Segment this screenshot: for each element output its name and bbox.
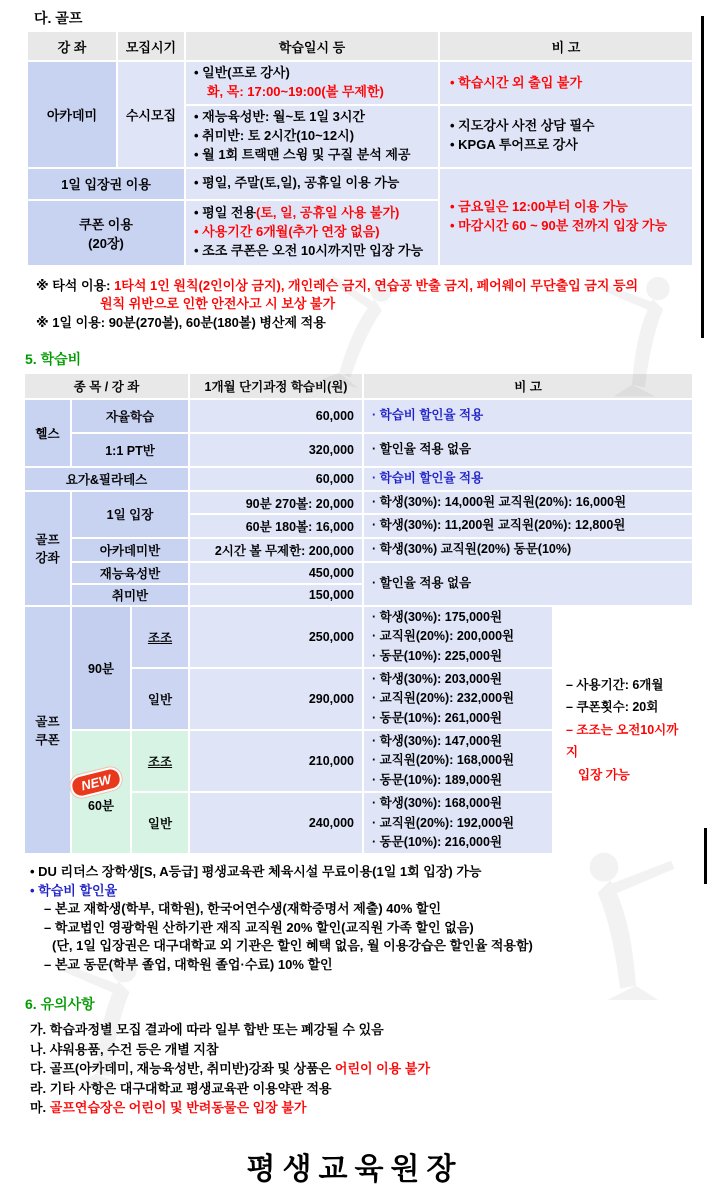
caution-item-3-black: 다. 골프(아카데미, 재능육성반, 취미반)강좌 및 상품은 <box>30 1061 335 1077</box>
cell-academy-schedule-2 <box>186 106 438 167</box>
cell-hobby: 취미반 <box>72 585 188 605</box>
cell-academy-schedule-1 <box>186 62 438 104</box>
caution-list <box>30 1020 709 1118</box>
schedule-line: • 조조 쿠폰은 오전 10시까지만 입장 가능 <box>194 242 424 258</box>
cell-pt-price: 320,000 <box>190 434 362 466</box>
header-schedule: 학습일시 등 <box>186 32 438 60</box>
cell-day-note-60: · 학생(30%): 11,200원 교직원(20%): 12,800원 <box>364 515 692 536</box>
header-remark: 비 고 <box>364 374 692 398</box>
cell-daypass-schedule: • 평일, 주말(토,일), 공휴일 이용 가능 <box>186 169 438 199</box>
discount-line: · 동문(10%): 261,000원 <box>372 710 503 725</box>
cell-talent-price: 450,000 <box>190 563 362 583</box>
caution-item-3-red: 어린이 이용 불가 <box>334 1061 431 1077</box>
header-remark: 비 고 <box>440 32 692 60</box>
cell-yoga-price: 60,000 <box>190 468 362 490</box>
cell-daypass: 1일 입장권 이용 <box>28 169 184 199</box>
remark-line-red: • 금요일은 12:00부터 이용 가능 <box>450 198 628 214</box>
discount-line: · 교직원(20%): 200,000원 <box>372 629 515 644</box>
schedule-line: • 월 1회 트랙맨 스윙 및 구질 분석 제공 <box>194 146 411 162</box>
header-recruit: 모집시기 <box>118 32 184 60</box>
cell-coupon <box>28 201 184 265</box>
cell-academy-remark-1: • 학습시간 외 출입 불가 <box>440 62 692 104</box>
cell-90-normal-discounts <box>364 669 552 729</box>
side-note-red: – 조조는 오전10시까지 <box>566 722 679 760</box>
header-fee: 1개월 단기과정 학습비(원) <box>190 374 362 398</box>
discount-line: · 학생(30%): 147,000원 <box>372 734 503 749</box>
schedule-line-black: • 평일 전용 <box>194 205 257 221</box>
cell-yoga-note: · 학습비 할인율 적용 <box>364 468 692 490</box>
tuition-table <box>23 372 694 855</box>
cell-health-group: 헬스 <box>25 400 70 466</box>
footnote-red: 1타석 1인 원칙(2인이상 금지), 개인레슨 금지, 연습공 반출 금지, 페어웨이 무단출입 금지 등의 <box>114 277 639 293</box>
discount-line: · 학생(30%): 175,000원 <box>372 609 503 624</box>
cell-60min <box>72 731 130 853</box>
cell-day-price-60: 60분 180볼: 16,000 <box>190 515 362 536</box>
caution-item-5-prefix: 마. <box>30 1100 50 1116</box>
footnote-1-cont: 원칙 위반으로 인한 안전사고 시 보상 불가 <box>100 296 336 312</box>
schedule-line <box>194 204 434 223</box>
note-discount-1: – 본교 재학생(학부, 대학원), 한국어연수생(재학증명서 제출) 40% 할인 <box>44 901 442 917</box>
cell-day-entry: 1일 입장 <box>72 492 188 537</box>
cell-60-normal-price: 240,000 <box>190 793 362 853</box>
cell-yoga: 요가&필라테스 <box>25 468 188 490</box>
document-page <box>0 8 709 1187</box>
academy-row-1 <box>28 62 692 104</box>
early-label: 조조 <box>147 630 173 645</box>
talent-row <box>25 563 692 583</box>
cell-self-study: 자율학습 <box>72 400 188 432</box>
cell-90-early-price: 250,000 <box>190 607 362 667</box>
caution-item-3 <box>30 1059 709 1079</box>
golf-lesson-row-1 <box>25 492 692 513</box>
discount-line: · 교직원(20%): 192,000원 <box>372 815 515 830</box>
schedule-line-red: • 사용기간 6개월(추가 연장 없음) <box>194 224 380 240</box>
cell-90-early <box>132 607 188 667</box>
cell-pt: 1:1 PT반 <box>72 434 188 466</box>
tuition-header-row <box>25 374 692 398</box>
footnote-label: ※ 타석 이용: <box>36 277 111 293</box>
cell-day-note-90: · 학생(30%): 14,000원 교직원(20%): 16,000원 <box>364 492 692 513</box>
page-edge-line <box>704 828 707 884</box>
discount-line: · 동문(10%): 225,000원 <box>372 648 503 663</box>
cell-academy-class: 아카데미반 <box>72 539 188 561</box>
coupon-90-early-row <box>25 607 692 667</box>
schedule-line: • 일반(프로 강사) <box>194 65 290 81</box>
cell-pt-note: · 할인율 적용 없음 <box>364 434 692 466</box>
caution-item-2: 나. 샤워용품, 수건 등은 개별 지참 <box>30 1041 219 1057</box>
cell-60-normal: 일반 <box>132 793 188 853</box>
60min-label: 60분 <box>88 798 114 813</box>
cell-golf-lesson-group <box>25 492 70 605</box>
discount-line: · 동문(10%): 216,000원 <box>372 834 503 849</box>
cell-90-normal-price: 290,000 <box>190 669 362 729</box>
header-course: 강 좌 <box>28 32 116 60</box>
caution-item-5 <box>30 1098 709 1118</box>
remark-line: • 지도강사 사전 상담 필수 <box>450 118 595 134</box>
remark-line: • KPGA 투어프로 강사 <box>450 137 578 153</box>
cell-60-early-discounts <box>364 731 552 791</box>
schedule-footnotes <box>36 277 709 334</box>
schedule-line-red: (토, 일, 공휴일 사용 불가) <box>256 205 400 221</box>
note-du-leaders: • DU 리더스 장학생[S, A등급] 평생교육관 체육시설 무료이용(1일 1회 입장) 가능 <box>30 864 482 880</box>
cell-talent: 재능육성반 <box>72 563 188 583</box>
table-header-row <box>28 32 692 60</box>
group-label: 쿠폰 <box>35 733 60 748</box>
daypass-row <box>28 169 692 199</box>
caution-item-5-red: 골프연습장은 어린이 및 반려동물은 입장 불가 <box>49 1100 307 1116</box>
footnote-2: ※ 1일 이용: 90분(270볼), 60분(180볼) 병산제 적용 <box>36 315 326 331</box>
signature-title: 평생교육원장 <box>246 1151 463 1187</box>
coupon-count: (20장) <box>88 235 124 251</box>
early-label: 조조 <box>147 755 173 770</box>
new-badge: NEW <box>68 765 124 800</box>
cell-60-normal-discounts <box>364 793 552 853</box>
cell-coupon-side-notes <box>554 607 692 854</box>
cell-60-early-price: 210,000 <box>190 731 362 791</box>
cell-90-early-discounts <box>364 607 552 667</box>
schedule-line: • 취미반: 토 2시간(10~12시) <box>194 127 355 143</box>
golf-schedule-table <box>26 30 694 267</box>
tuition-notes <box>30 863 709 974</box>
cell-self-study-note: · 학습비 할인율 적용 <box>364 400 692 432</box>
side-note-red: 입장 가능 <box>578 767 630 782</box>
note-discount-3: – 본교 동문(학부 졸업, 대학원 졸업·수료) 10% 할인 <box>44 956 333 972</box>
discount-line: · 학생(30%): 203,000원 <box>372 671 503 686</box>
section5-title: 5. 학습비 <box>25 351 82 368</box>
group-label: 골프 <box>35 715 60 730</box>
health-row-1 <box>25 400 692 432</box>
caution-item-4: 라. 기타 사항은 대구대학교 평생교육관 이용약관 적용 <box>30 1080 332 1096</box>
note-discount-2: – 학교법인 영광학원 산하기관 재직 교직원 20% 할인(교직원 가족 할인 없음) <box>44 919 474 935</box>
cell-90min: 90분 <box>72 607 130 729</box>
note-discount-2b: (단, 1일 입장권은 대구대학교 외 기관은 할인 혜택 없음, 월 이용강습은 할인율 적용함) <box>52 938 533 954</box>
cell-golf-coupon-group <box>25 607 70 854</box>
remark-line-red: • 마감시간 60 ~ 90분 전까지 입장 가능 <box>450 217 668 233</box>
health-row-2 <box>25 434 692 466</box>
cell-90-normal: 일반 <box>132 669 188 729</box>
cell-academy-price: 2시간 볼 무제한: 200,000 <box>190 539 362 561</box>
note-discount-title: • 학습비 할인율 <box>30 882 118 898</box>
discount-line: · 동문(10%): 189,000원 <box>372 772 503 787</box>
section6-title: 6. 유의사항 <box>25 996 95 1013</box>
cell-academy-remark-2 <box>440 106 692 167</box>
cell-academy: 아카데미 <box>28 62 116 167</box>
cell-coupon-schedule <box>186 201 438 265</box>
yoga-row <box>25 468 692 490</box>
group-label: 골프 <box>35 533 60 548</box>
page-edge-line <box>701 16 704 338</box>
cell-daypass-coupon-remark <box>440 169 692 265</box>
side-note: – 사용기간: 6개월 <box>566 677 664 692</box>
cell-day-price-90: 90분 270볼: 20,000 <box>190 492 362 513</box>
caution-item-1: 가. 학습과정별 모집 결과에 따라 일부 합반 또는 폐강될 수 있음 <box>30 1022 384 1038</box>
footnote-1 <box>36 277 709 296</box>
cell-hobby-price: 150,000 <box>190 585 362 605</box>
header-item-course: 종 목 / 강 좌 <box>25 374 188 398</box>
cell-no-discount-note: · 할인율 적용 없음 <box>364 563 692 605</box>
page-title: 다. 골프 <box>34 10 83 26</box>
cell-academy-note: · 학생(30%) 교직원(20%) 동문(10%) <box>364 539 692 561</box>
group-label: 강좌 <box>35 551 60 566</box>
side-note: – 쿠폰횟수: 20회 <box>566 700 659 715</box>
schedule-line: • 재능육성반: 월~토 1일 3시간 <box>194 109 365 124</box>
discount-line: · 교직원(20%): 232,000원 <box>372 691 515 706</box>
cell-60-early <box>132 731 188 791</box>
discount-line: · 학생(30%): 168,000원 <box>372 796 503 811</box>
discount-line: · 교직원(20%): 168,000원 <box>372 753 515 768</box>
coupon-label: 쿠폰 이용 <box>79 216 133 232</box>
golf-academy-row <box>25 539 692 561</box>
cell-recruit: 수시모집 <box>118 62 184 167</box>
cell-self-study-price: 60,000 <box>190 400 362 432</box>
schedule-line-red: 화, 목: 17:00~19:00(볼 무제한) <box>207 84 384 99</box>
